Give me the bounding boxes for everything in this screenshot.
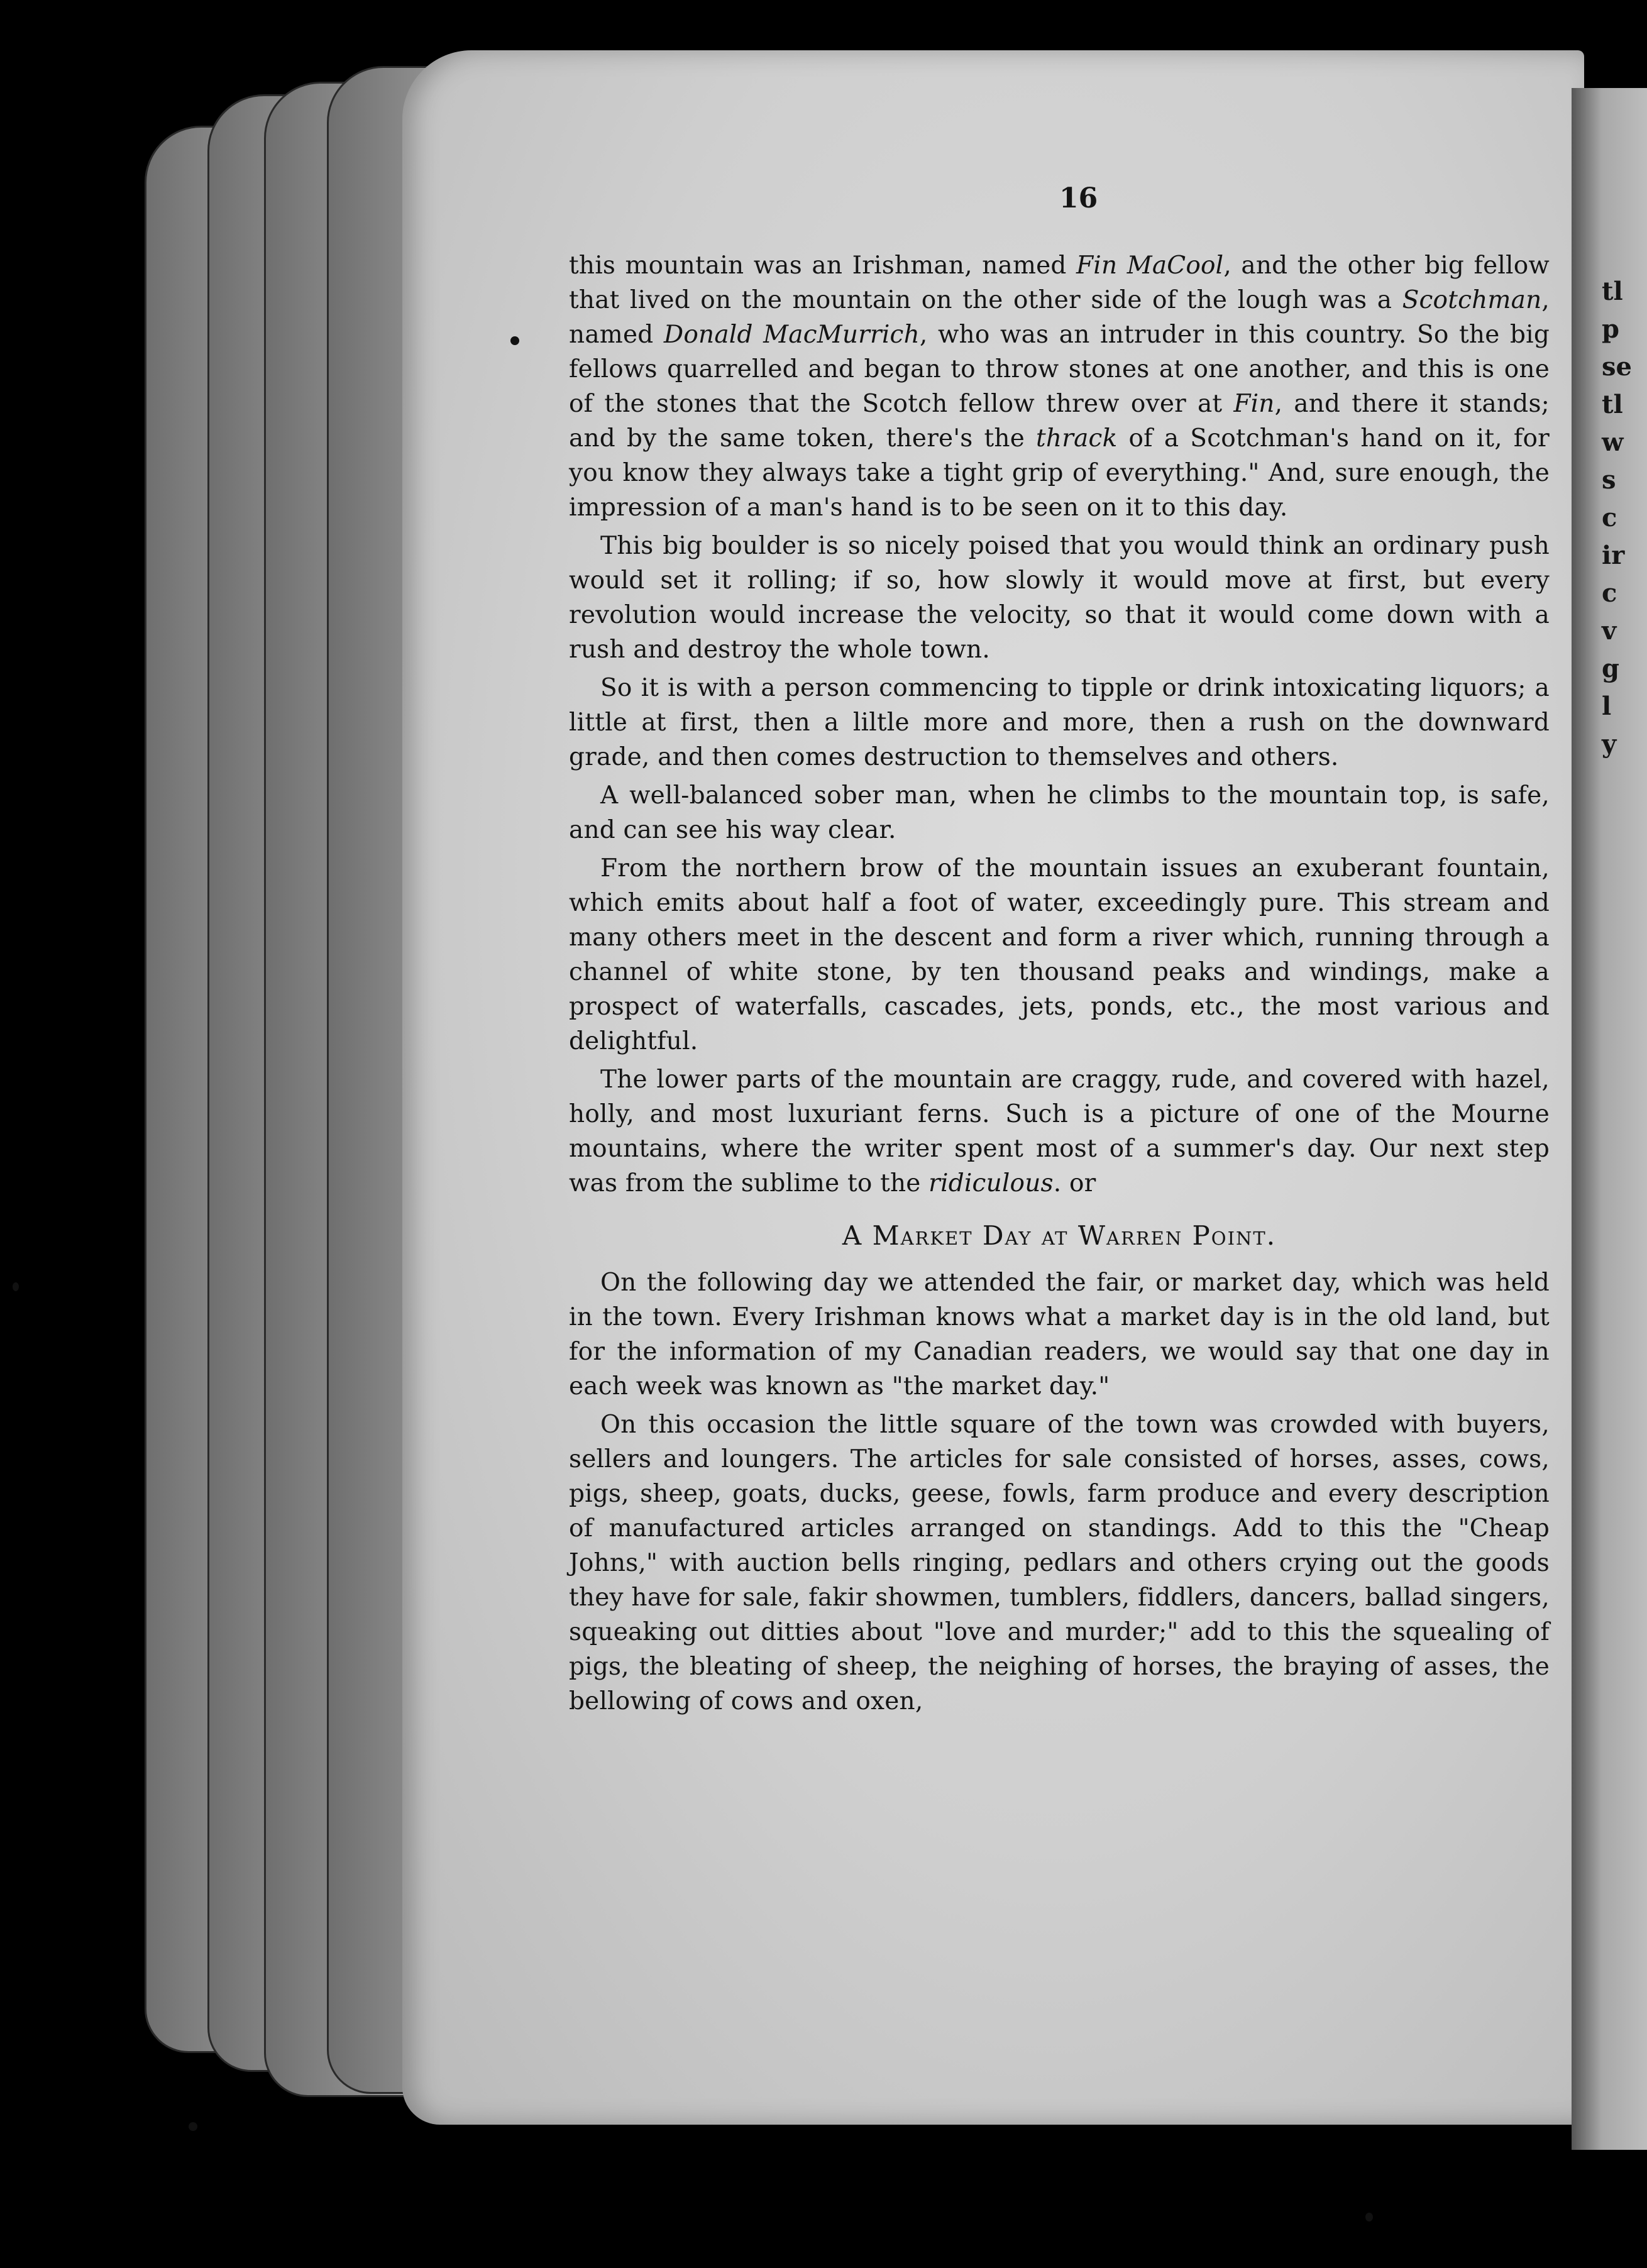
paragraph: From the northern brow of the mountain issues an exuberant fountain, which emits about half a foot of water, exceedingly pure. This stream and many others meet in the descent and form a river which, running through a channel of white stone, by ten thousand peaks and windings, make a prospect of waterfalls, cascades, jets, ponds, etc., the most various and delightful. (569, 854, 1550, 1055)
page-number: 16 (1059, 182, 1098, 214)
adjacent-page-strip (1572, 88, 1647, 2150)
page-body (569, 248, 1550, 1722)
adjacent-page-fragment: tl (1602, 390, 1623, 419)
adjacent-page-fragment: c (1602, 578, 1617, 608)
paragraph: this mountain was an Irishman, named Fin MaCool, and the other big fellow that lived on the mountain on the other side of the lough was a Scotchman, named Donald MacMurrich, who was an intruder in this country. So the big fellows quarrelled and began to throw stones at one another, and this is one of the stones that the Scotch fellow threw over at Fin, and there it stands; and by the same token, there's the thrack of a Scotchman's hand on it, for you know they always take a tight grip of everything." And, sure enough, the impression of a man's hand is to be seen on it to this day. (569, 251, 1550, 522)
scan-speck (510, 336, 519, 345)
adjacent-page-fragment: ir (1602, 541, 1625, 570)
scan-speck (189, 2122, 197, 2131)
adjacent-page-fragment: w (1602, 427, 1624, 457)
adjacent-page-fragment: y (1602, 729, 1617, 759)
paragraph: This big boulder is so nicely poised that you would think an ordinary push would set it rolling; if so, how slowly it would move at first, but every revolution would increase the velocity, so that it would come down with a rush and destroy the whole town. (569, 532, 1550, 664)
adjacent-page-fragment: p (1602, 314, 1619, 344)
adjacent-page-fragment: c (1602, 503, 1617, 532)
scan-speck (13, 1282, 19, 1291)
adjacent-page-fragment: v (1602, 616, 1617, 646)
scan-speck (1365, 2213, 1373, 2221)
paragraph: A well-balanced sober man, when he climbs to the mountain top, is safe, and can see his way clear. (569, 781, 1550, 844)
paragraph: So it is with a person commencing to tipple or drink intoxicating liquors; a little at first, then a liltle more and more, then a rush on the downward grade, and then comes destruction to themselves and others. (569, 674, 1550, 771)
paragraph: On the following day we attended the fair, or market day, which was held in the town. Every Irishman knows what a market day is in the old land, but for the information of my Canadian readers, we would say that one day in each week was known as "the market day." (569, 1269, 1550, 1401)
adjacent-page-fragment: tl (1602, 277, 1623, 306)
adjacent-page-fragment: s (1602, 465, 1616, 495)
section-heading: A Market Day at Warren Point. (842, 1220, 1277, 1251)
adjacent-page-fragment: se (1602, 352, 1632, 382)
adjacent-page-fragment: l (1602, 691, 1612, 721)
paragraph: On this occasion the little square of the town was crowded with buyers, sellers and loungers. The articles for sale consisted of horses, asses, cows, pigs, sheep, goats, ducks, geese, fowls, farm produce and every description of manufactured articles arranged on standings. Add to this the "Cheap Johns," with auction bells ringing, pedlars and others crying out the goods they have for sale, fakir showmen, tumblers, fiddlers, dancers, ballad singers, squeaking out ditties about "love and murder;" add to this the squealing of pigs, the bleating of sheep, the neighing of horses, the braying of asses, the bellowing of cows and oxen, (569, 1411, 1550, 1715)
adjacent-page-fragment: g (1602, 654, 1619, 683)
paragraph: The lower parts of the mountain are craggy, rude, and covered with hazel, holly, and most luxuriant ferns. Such is a picture of one of the Mourne mountains, where the writer spent most of a summer's day. Our next step was from the sublime to the ridiculous. or (569, 1065, 1550, 1197)
